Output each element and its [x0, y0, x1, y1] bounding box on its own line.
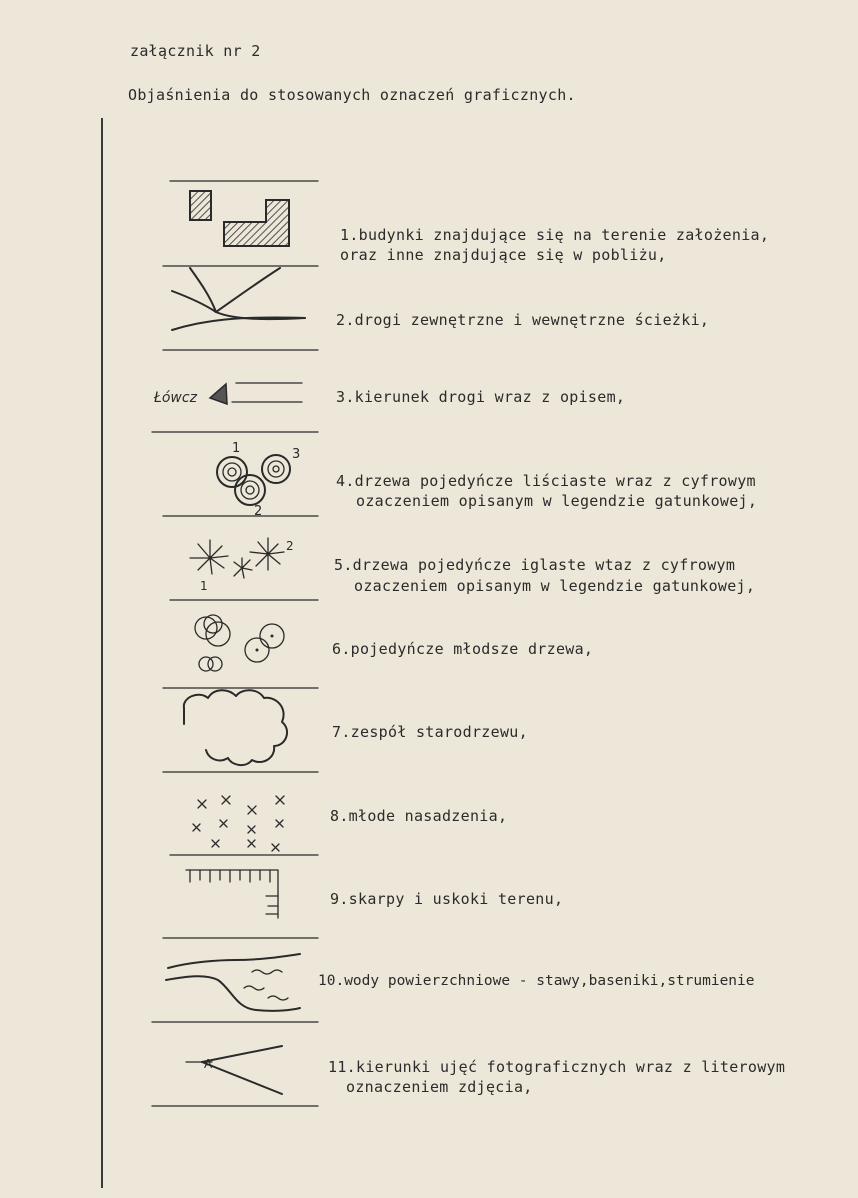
legend-item-10: 10.wody powierzchniowe - stawy,baseniki,strumienie: [318, 973, 755, 989]
road-name-label: Łówcz: [154, 390, 197, 406]
legend-item-5-line-1: 5.drzewa pojedyńcze iglaste wtaz z cyfrowym: [334, 556, 736, 574]
photo-letter: A: [204, 1057, 213, 1071]
conifer-number-1: 1: [200, 579, 208, 593]
old-tree-group-symbol: [184, 690, 287, 765]
legend-item-7: 7.zespół starodrzewu,: [332, 723, 528, 741]
legend-item-2: 2.drogi zewnętrzne i wewnętrzne ścieżki,: [336, 311, 710, 329]
legend-item-1-line-1: 1.budynki znajdujące się na terenie założenia,: [340, 226, 770, 244]
legend-item-11-line-2: oznaczeniem zdjęcia,: [346, 1078, 533, 1096]
legend-item-11-line-1: 11.kierunki ujęć fotograficznych wraz z literowym: [328, 1058, 786, 1076]
legend-item-1-line-2: oraz inne znajdujące się w pobliżu,: [340, 246, 667, 264]
conifer-symbol: [190, 538, 284, 578]
tree-number-3: 3: [292, 447, 301, 462]
young-planting-symbol: [193, 796, 284, 851]
young-tree-symbol: [195, 615, 284, 671]
legend-item-3: 3.kierunek drogi wraz z opisem,: [336, 388, 626, 406]
water-symbol: [166, 954, 300, 1011]
legend-item-8: 8.młode nasadzenia,: [330, 807, 508, 825]
deciduous-tree-symbol: [217, 441, 300, 519]
photo-direction-symbol: [186, 1046, 282, 1094]
attachment-label: załącznik nr 2: [130, 42, 261, 60]
tree-number-2: 2: [254, 504, 263, 519]
legend-item-4-line-2: ozaczeniem opisanym w legendzie gatunkowej,: [356, 492, 758, 510]
conifer-number-2: 2: [286, 539, 294, 553]
road-symbol: [172, 268, 305, 330]
separator-lines: [152, 181, 318, 1106]
legend-item-6: 6.pojedyńcze młodsze drzewa,: [332, 640, 594, 658]
legend-item-4-line-1: 4.drzewa pojedyńcze liściaste wraz z cyfrowym: [336, 472, 756, 490]
legend-item-9: 9.skarpy i uskoki terenu,: [330, 890, 564, 908]
page-title: Objaśnienia do stosowanych oznaczeń graficznych.: [128, 86, 576, 104]
tree-number-1: 1: [232, 441, 241, 456]
building-symbol: [190, 191, 289, 246]
legend-item-5-line-2: ozaczeniem opisanym w legendzie gatunkowej,: [354, 577, 756, 595]
road-direction-symbol: [153, 383, 302, 406]
escarpment-symbol: [186, 870, 278, 918]
